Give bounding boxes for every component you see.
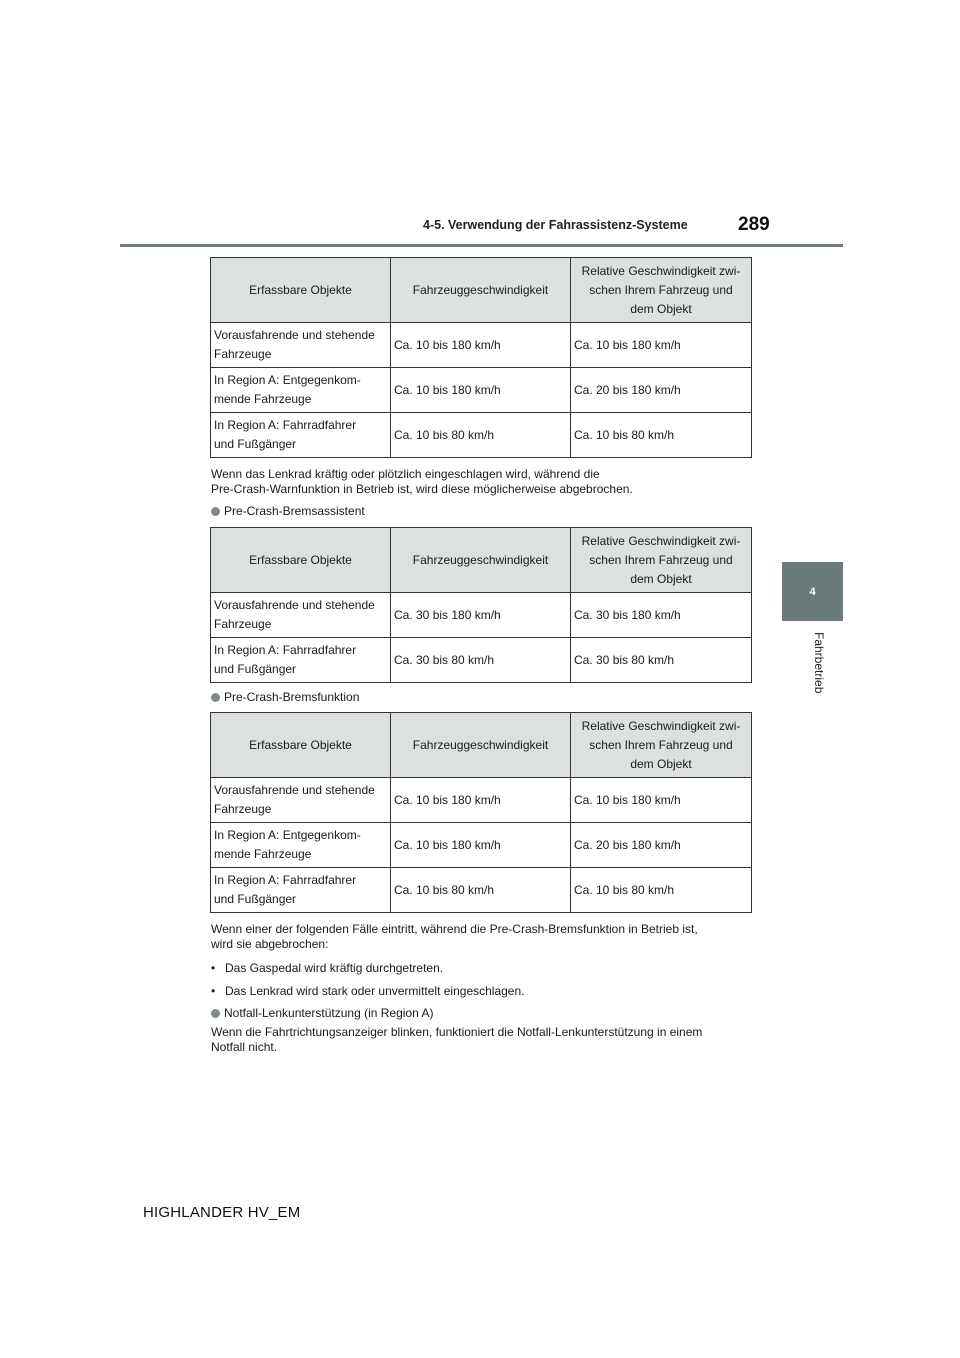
relative-speed-cell: Ca. 10 bis 80 km/h <box>571 868 752 913</box>
speed-cell: Ca. 10 bis 180 km/h <box>391 368 571 413</box>
header-vehicle-speed: Fahrzeuggeschwindigkeit <box>391 258 571 323</box>
header-vehicle-speed: Fahrzeuggeschwindigkeit <box>391 713 571 778</box>
footer-model-code: HIGHLANDER HV_EM <box>143 1204 301 1221</box>
warning-cancel-note: Wenn das Lenkrad kräftig oder plötzlich eingeschlagen wird, während die Pre-Crash-Warnfunktion in Betrieb ist, wird diese möglicherweise abgebrochen. <box>211 467 633 496</box>
chapter-tab <box>782 562 843 621</box>
object-cell: In Region A: Entgegenkom- mende Fahrzeuge <box>211 368 391 413</box>
bullet-dot-icon <box>211 1009 220 1018</box>
table-header-row <box>211 258 752 323</box>
warning-speed-table <box>210 257 752 458</box>
table-row <box>211 323 752 368</box>
header-detectable-objects: Erfassbare Objekte <box>211 258 391 323</box>
object-cell: Vorausfahrende und stehende Fahrzeuge <box>211 323 391 368</box>
section-brake-assist-title: Pre-Crash-Bremsassistent <box>224 504 365 518</box>
speed-cell: Ca. 10 bis 180 km/h <box>391 323 571 368</box>
relative-speed-cell: Ca. 10 bis 180 km/h <box>571 323 752 368</box>
brake-assist-speed-table <box>210 527 752 683</box>
header-detectable-objects: Erfassbare Objekte <box>211 528 391 593</box>
object-cell: Vorausfahrende und stehende Fahrzeuge <box>211 778 391 823</box>
emergency-steering-note: Wenn die Fahrtrichtungsanzeiger blinken, funktioniert die Notfall-Lenkunterstützung in einem Notfall nicht. <box>211 1025 703 1054</box>
object-cell: In Region A: Fahrradfahrer und Fußgänger <box>211 638 391 683</box>
speed-cell: Ca. 30 bis 180 km/h <box>391 593 571 638</box>
speed-cell: Ca. 10 bis 180 km/h <box>391 778 571 823</box>
relative-speed-cell: Ca. 30 bis 180 km/h <box>571 593 752 638</box>
chapter-number: 4 <box>809 585 816 598</box>
table-row <box>211 868 752 913</box>
object-cell: Vorausfahrende und stehende Fahrzeuge <box>211 593 391 638</box>
object-cell: In Region A: Fahrradfahrer und Fußgänger <box>211 413 391 458</box>
table-row <box>211 368 752 413</box>
bullet-dot-icon <box>211 507 220 516</box>
brake-cancel-note: Wenn einer der folgenden Fälle eintritt, während die Pre-Crash-Bremsfunktion in Betrieb ist, wird sie abgebrochen: <box>211 922 698 951</box>
chapter-label: Fahrbetrieb <box>812 632 826 694</box>
speed-cell: Ca. 10 bis 80 km/h <box>391 868 571 913</box>
relative-speed-cell: Ca. 30 bis 80 km/h <box>571 638 752 683</box>
header-detectable-objects: Erfassbare Objekte <box>211 713 391 778</box>
table-row <box>211 413 752 458</box>
object-cell: In Region A: Fahrradfahrer und Fußgänger <box>211 868 391 913</box>
speed-cell: Ca. 30 bis 80 km/h <box>391 638 571 683</box>
table-row <box>211 778 752 823</box>
section-brake-function <box>211 690 359 705</box>
bullet-dot-icon <box>211 693 220 702</box>
relative-speed-cell: Ca. 10 bis 180 km/h <box>571 778 752 823</box>
list-item: • Das Gaspedal wird kräftig durchgetreten. <box>211 961 444 975</box>
section-emergency-steering <box>211 1006 433 1021</box>
speed-cell: Ca. 10 bis 180 km/h <box>391 823 571 868</box>
header-relative-speed: Relative Geschwindigkeit zwi- schen Ihrem Fahrzeug und dem Objekt <box>571 258 752 323</box>
table-row <box>211 823 752 868</box>
section-brake-function-title: Pre-Crash-Bremsfunktion <box>224 690 360 704</box>
header-vehicle-speed: Fahrzeuggeschwindigkeit <box>391 528 571 593</box>
header-divider <box>120 244 843 247</box>
header-relative-speed: Relative Geschwindigkeit zwi- schen Ihrem Fahrzeug und dem Objekt <box>571 713 752 778</box>
table-row <box>211 593 752 638</box>
table-row <box>211 638 752 683</box>
table-header-row <box>211 528 752 593</box>
section-title: 4-5. Verwendung der Fahrassistenz-Systeme <box>423 218 688 232</box>
list-item: • Das Lenkrad wird stark oder unvermittelt eingeschlagen. <box>211 984 525 998</box>
relative-speed-cell: Ca. 10 bis 80 km/h <box>571 413 752 458</box>
relative-speed-cell: Ca. 20 bis 180 km/h <box>571 368 752 413</box>
relative-speed-cell: Ca. 20 bis 180 km/h <box>571 823 752 868</box>
section-brake-assist <box>211 504 365 519</box>
section-emergency-steering-title: Notfall-Lenkunterstützung (in Region A) <box>224 1006 434 1020</box>
header-relative-speed: Relative Geschwindigkeit zwi- schen Ihrem Fahrzeug und dem Objekt <box>571 528 752 593</box>
table-header-row <box>211 713 752 778</box>
object-cell: In Region A: Entgegenkom- mende Fahrzeuge <box>211 823 391 868</box>
brake-function-speed-table <box>210 712 752 913</box>
page-number: 289 <box>738 214 770 235</box>
speed-cell: Ca. 10 bis 80 km/h <box>391 413 571 458</box>
